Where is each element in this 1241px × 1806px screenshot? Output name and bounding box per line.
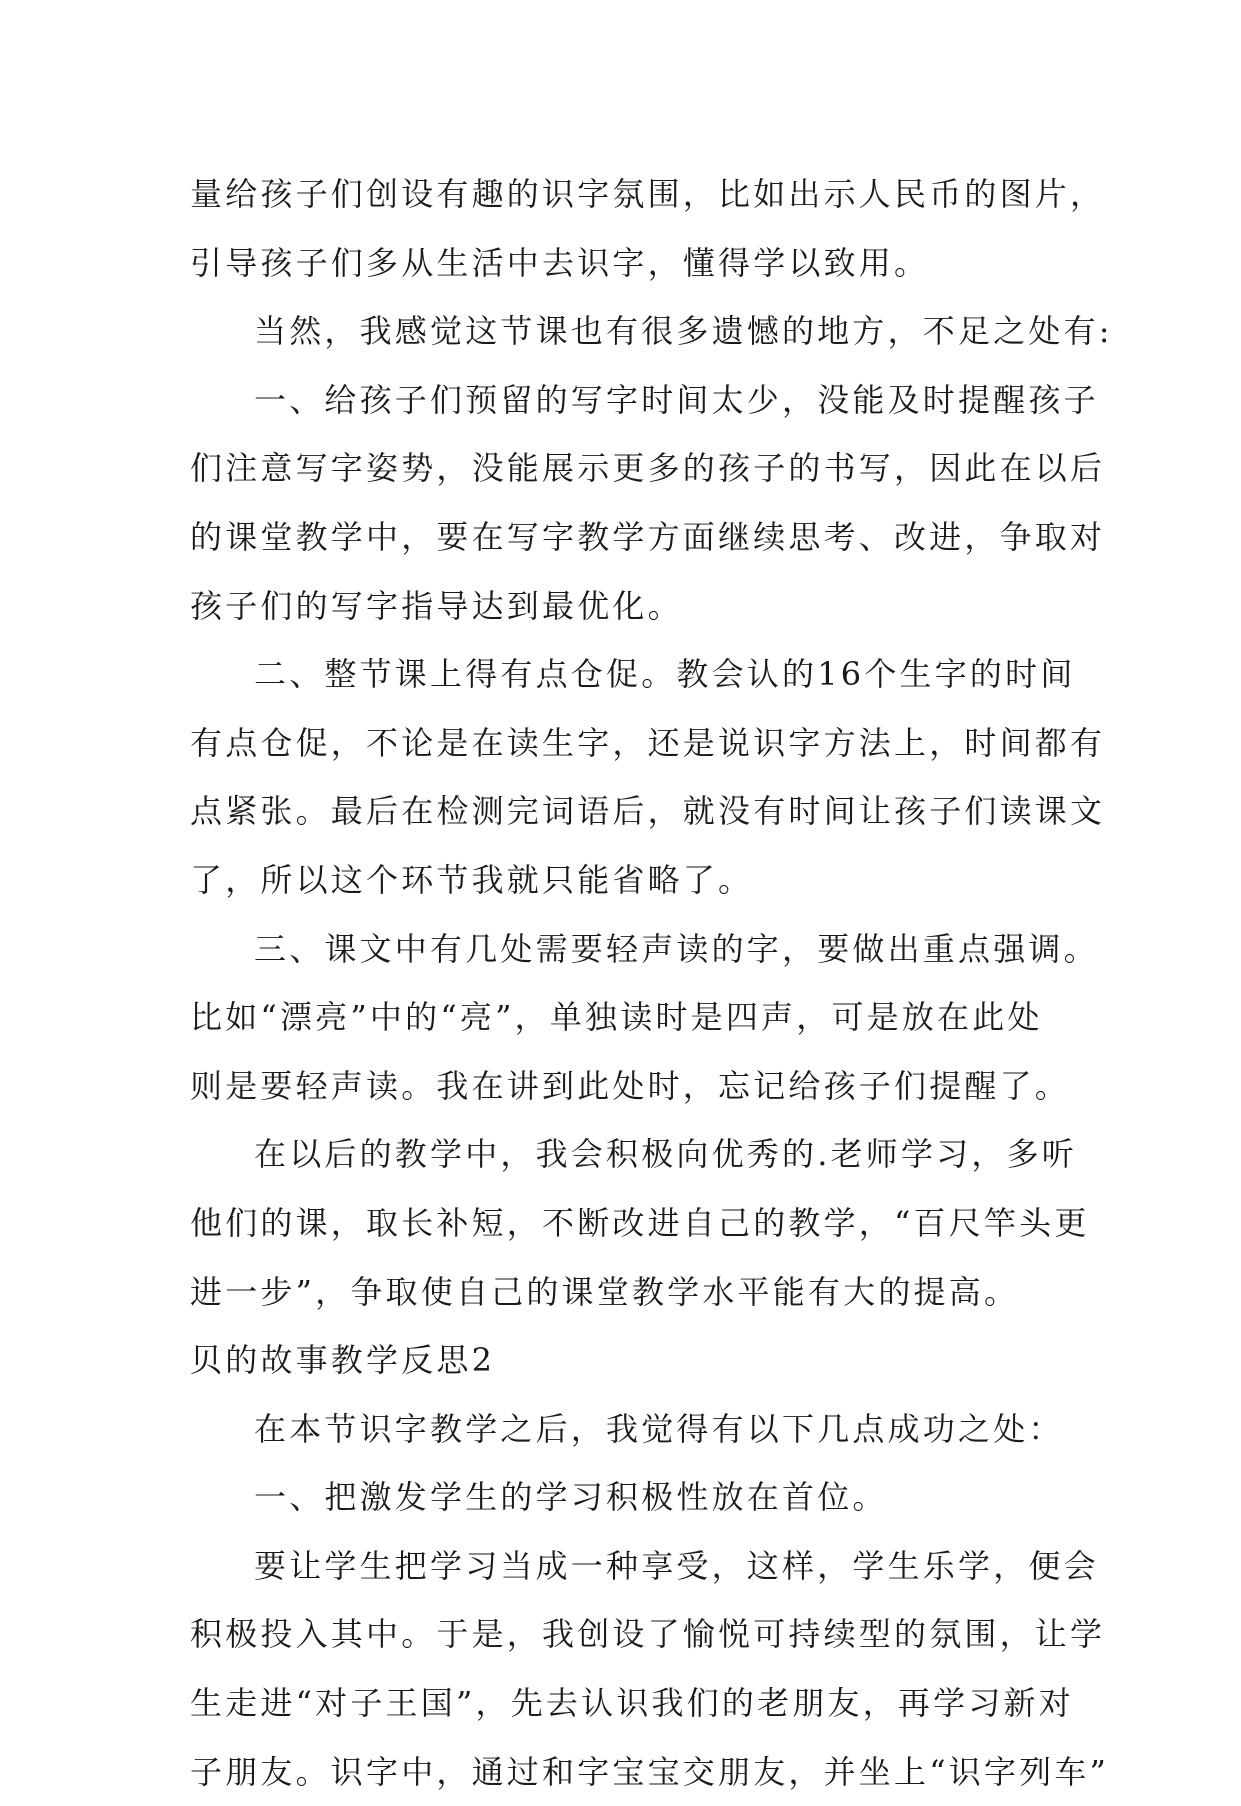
paragraph-line: 了，所以这个环节我就只能省略了。 xyxy=(190,860,754,899)
paragraph-line: 则是要轻声读。我在讲到此处时，忘记给孩子们提醒了。 xyxy=(190,1066,1071,1105)
paragraph-line: 他们的课，取长补短，不断改进自己的教学，“百尺竿头更 xyxy=(190,1203,1090,1242)
paragraph-line: 贝的故事教学反思2 xyxy=(190,1341,496,1380)
paragraph-line: 比如“漂亮”中的“亮”，单独读时是四声，可是放在此处 xyxy=(190,998,1043,1037)
paragraph-start-line: 要让学生把学习当成一种享受，这样，学生乐学，便会 xyxy=(254,1546,1099,1585)
paragraph-line: 积极投入其中。于是，我创设了愉悦可持续型的氛围，让学 xyxy=(190,1615,1106,1654)
paragraph-start-line: 在本节识字教学之后，我觉得有以下几点成功之处： xyxy=(254,1409,1064,1448)
paragraph-line: 引导孩子们多从生活中去识字，懂得学以致用。 xyxy=(190,243,930,282)
paragraph-line: 有点仓促，不论是在读生字，还是说识字方法上，时间都有 xyxy=(190,723,1106,762)
paragraph-line: 生走进“对子王国”，先去认识我们的老朋友，再学习新对 xyxy=(190,1684,1074,1723)
paragraph-start-line: 三、课文中有几处需要轻声读的字，要做出重点强调。 xyxy=(254,929,1099,968)
document-body xyxy=(190,160,1113,1806)
paragraph-start-line: 一、给孩子们预留的写字时间太少，没能及时提醒孩子 xyxy=(254,380,1099,419)
paragraph-line: 子朋友。识字中，通过和字宝宝交朋友，并坐上“识字列车” xyxy=(190,1752,1110,1791)
paragraph-line: 孩子们的写字指导达到最优化。 xyxy=(190,586,683,625)
paragraph-line: 进一步”，争取使自己的课堂教学水平能有大的提高。 xyxy=(190,1272,1020,1311)
paragraph-start-line: 在以后的教学中，我会积极向优秀的.老师学习，多听 xyxy=(254,1135,1077,1174)
paragraph-start-line: 一、把激发学生的学习积极性放在首位。 xyxy=(254,1478,888,1517)
paragraph-line: 的课堂教学中，要在写字教学方面继续思考、改进，争取对 xyxy=(190,517,1106,556)
paragraph-line: 量给孩子们创设有趣的识字氛围，比如出示人民币的图片， xyxy=(190,175,1106,213)
paragraph-start-line: 二、整节课上得有点仓促。教会认的16个生字的时间 xyxy=(254,655,1076,694)
paragraph-line: 点紧张。最后在检测完词语后，就没有时间让孩子们读课文 xyxy=(190,792,1106,831)
paragraph-start-line: 当然，我感觉这节课也有很多遗憾的地方，不足之处有: xyxy=(254,312,1113,351)
paragraph-line: 们注意写字姿势，没能展示更多的孩子的书写，因此在以后 xyxy=(190,449,1106,488)
